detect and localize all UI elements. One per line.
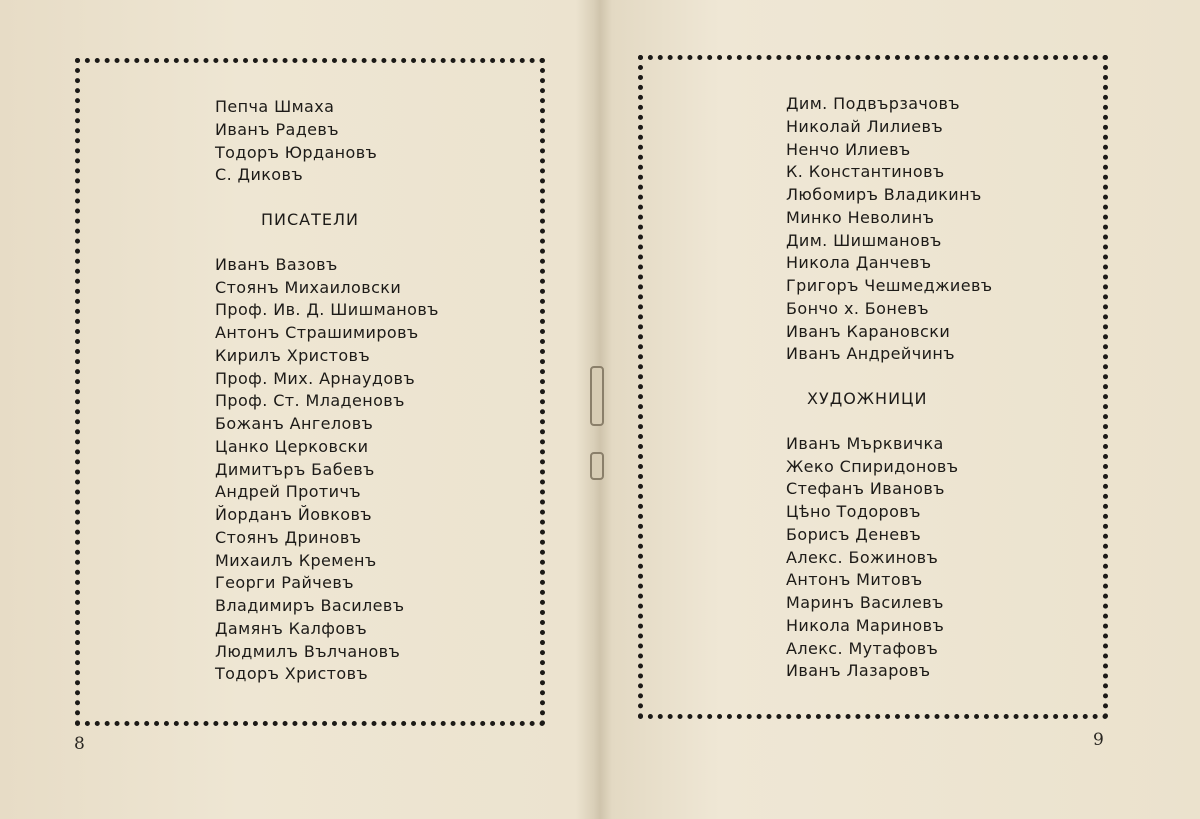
list-item: Иванъ Радевъ [215,119,339,139]
list-item: Маринъ Василевъ [786,593,944,612]
list-item: Антонъ Митовъ [786,570,923,590]
list-item: Ненчо Илиевъ [786,139,911,159]
list-item: Владимиръ Василевъ [215,596,405,615]
right-page [596,0,1200,819]
list-item: Йорданъ Йовковъ [215,505,373,524]
list-item: Любомиръ Владикинъ [786,185,982,204]
list-item: Андрей Протичъ [215,482,362,502]
list-item: Иванъ Вазовъ [215,254,338,274]
section-heading: ПИСАТЕЛИ [261,210,359,229]
list-item: Иванъ Мърквичка [786,433,944,453]
list-item: Иванъ Андрейчинъ [786,344,955,364]
list-item: Кирилъ Христовъ [215,345,371,365]
list-item: Борисъ Деневъ [786,524,922,544]
list-item: Николай Лилиевъ [786,116,944,136]
list-item: Михаилъ Кременъ [215,550,377,570]
list-item: Стоянъ Михаиловски [215,277,402,297]
list-item: Иванъ Лазаровъ [786,661,931,681]
page-number: 9 [1093,730,1104,750]
list-item: Людмилъ Вълчановъ [215,641,401,661]
spacer [215,187,439,209]
list-item: Алекс. Божиновъ [786,547,939,567]
list-item: Григоръ Чешмеджиевъ [786,276,993,295]
list-item: Стоянъ Дриновъ [215,527,362,547]
page-number: 8 [74,734,85,754]
list-item: Тодоръ Юрдановъ [215,142,378,162]
list-item: Минко Неволинъ [786,207,935,227]
spacer [215,232,439,254]
list-item: К. Константиновъ [786,162,945,182]
list-item: Георги Райчевъ [215,573,354,593]
list-item: Проф. Ст. Младеновъ [215,391,405,411]
list-item: Дим. Шишмановъ [786,230,942,250]
list-item: Цанко Церковски [215,436,369,456]
list-item: Божанъ Ангеловъ [215,414,374,433]
list-item: Дим. Подвързачовъ [786,94,961,113]
list-item: Жеко Спиридоновъ [786,456,959,476]
list-item: С. Диковъ [215,165,304,185]
spacer [786,411,992,433]
list-item: Тодоръ Христовъ [215,664,369,684]
name-list [786,93,992,683]
list-item: Димитъръ Бабевъ [215,459,375,479]
list-item: Проф. Мих. Арнаудовъ [215,368,416,388]
section-heading: ХУДОЖНИЦИ [807,389,928,408]
list-item: Иванъ Карановски [786,321,951,341]
name-list [215,96,439,686]
list-item: Проф. Ив. Д. Шишмановъ [215,300,439,320]
left-page [0,0,596,819]
list-item: Бончо х. Боневъ [786,298,929,318]
list-item: Дамянъ Калфовъ [215,618,368,638]
spacer [786,366,992,388]
list-item: Пепча Шмаха [215,97,335,116]
list-item: Антонъ Страшимировъ [215,323,419,342]
list-item: Никола Мариновъ [786,615,945,635]
list-item: Алекс. Мутафовъ [786,638,939,658]
list-item: Цѣно Тодоровъ [786,502,921,521]
list-item: Стефанъ Ивановъ [786,479,945,499]
list-item: Никола Данчевъ [786,253,932,273]
